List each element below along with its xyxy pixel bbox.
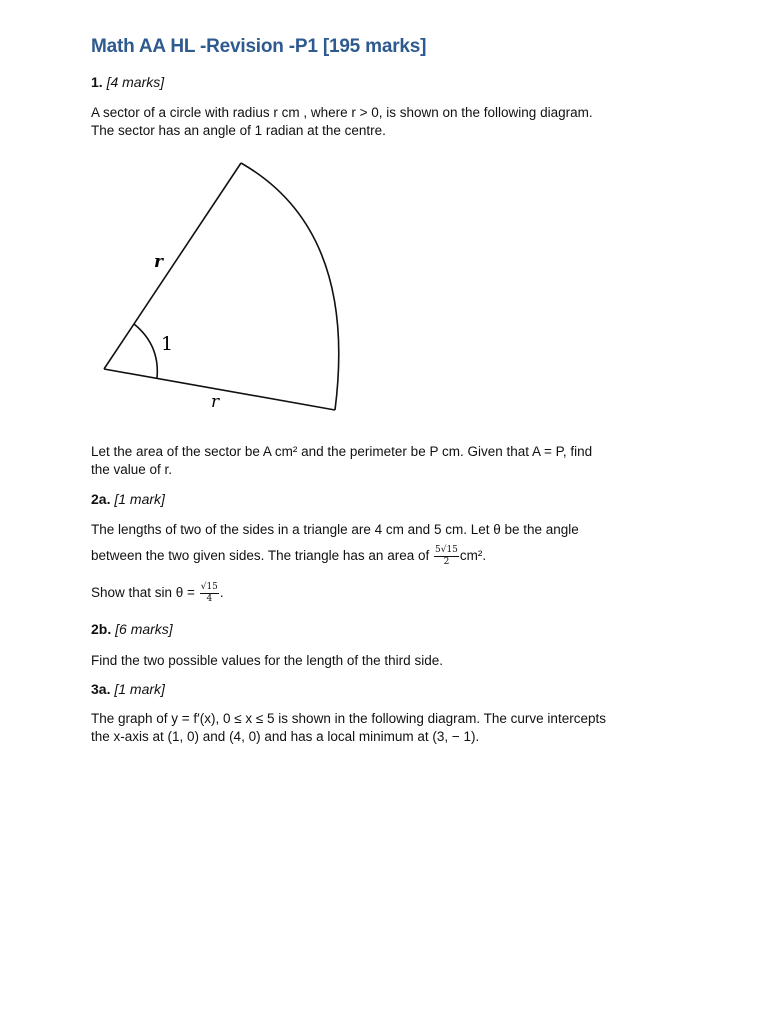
area-unit: cm² — [459, 548, 483, 564]
page-title: Math AA HL -Revision -P1 [195 marks] — [91, 36, 427, 57]
question-2a-show: Show that sin θ = $\frac{√15}{4}$ . — [91, 582, 224, 604]
sector-diagram — [90, 150, 360, 420]
fraction-numerator: 5√15 — [434, 545, 458, 555]
arc-edge — [241, 163, 339, 410]
question-1-intro — [91, 104, 691, 140]
show-sentence: Show that sin θ = — [91, 585, 195, 601]
question-3a-header — [91, 681, 165, 697]
question-number: 2b. — [91, 621, 112, 637]
question-2a-header — [91, 491, 165, 507]
question-2b-text: Find the two possible values for the length of the third side. — [91, 653, 443, 668]
text-line: A sector of a circle with radius r cm , where r > 0, is shown on the following diagram. — [91, 105, 593, 120]
question-number: 2a. — [91, 491, 111, 507]
text-line: The lengths of two of the sides in a triangle are 4 cm and 5 cm. Let θ be the angle — [91, 522, 579, 537]
text-line: The graph of y = f′(x), 0 ≤ x ≤ 5 is shown in the following diagram. The curve intercepts — [91, 711, 606, 726]
question-marks: [4 marks] — [106, 74, 165, 90]
fraction-denominator: 4 — [206, 594, 213, 604]
fraction-numerator: √15 — [200, 582, 218, 592]
question-2b-header — [91, 621, 173, 637]
question-2a-text — [91, 521, 691, 568]
text-line: Let the area of the sector be A cm² and the perimeter be P cm. Given that A = P, find — [91, 444, 593, 459]
question-number: 3a. — [91, 681, 111, 697]
angle-arc — [134, 324, 157, 378]
question-3a-text — [91, 710, 711, 746]
area-fraction — [434, 545, 459, 568]
question-1-header — [91, 74, 164, 90]
text-line: between the two given sides. The triangle has an area of $\frac{5√15}{2}$ cm². — [91, 545, 487, 567]
area-sentence: between the two given sides. The triangle has an area of — [91, 548, 430, 564]
question-marks: [1 mark] — [114, 681, 165, 697]
question-1-task — [91, 443, 691, 479]
fraction-denominator: 2 — [443, 557, 450, 567]
text-line: the value of r. — [91, 462, 173, 477]
radius-label-bottom: r — [211, 392, 220, 412]
angle-label: 1 — [161, 333, 174, 355]
sin-fraction — [200, 582, 219, 605]
text-line: The sector has an angle of 1 radian at the centre. — [91, 123, 386, 138]
radius-label-top: r — [154, 252, 163, 272]
question-marks: [1 mark] — [114, 491, 165, 507]
question-marks: [6 marks] — [115, 621, 173, 637]
question-number: 1. — [91, 74, 103, 90]
radius-edge-lower — [104, 369, 335, 410]
text-line: the x-axis at (1, 0) and (4, 0) and has a local minimum at (3, − 1). — [91, 729, 480, 744]
